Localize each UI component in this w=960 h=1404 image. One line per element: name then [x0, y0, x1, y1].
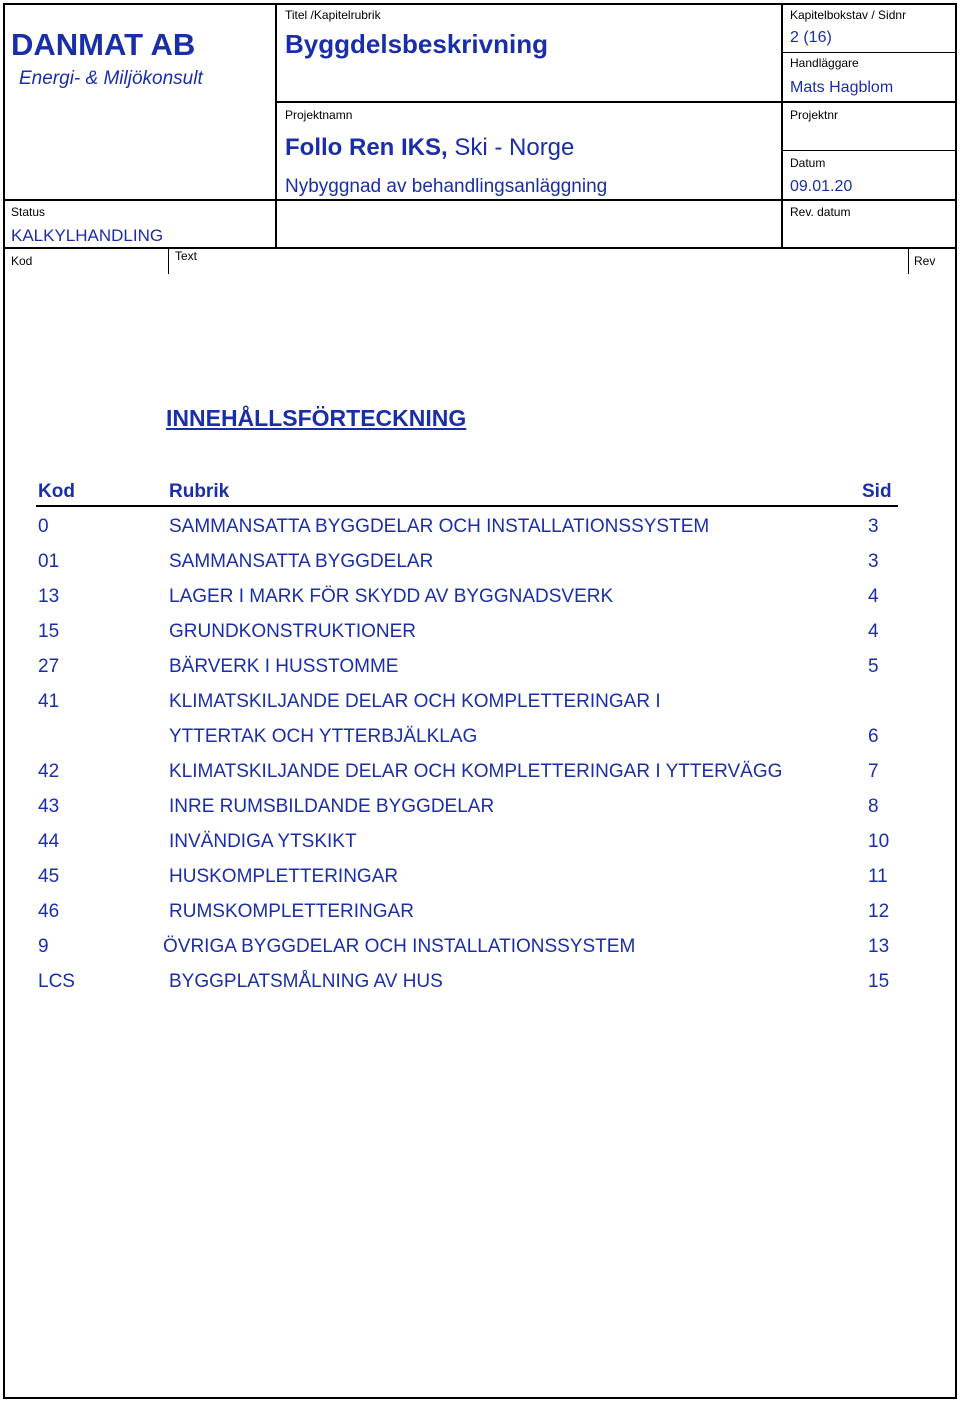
- toc-row-kod: 15: [38, 621, 60, 642]
- chapter-label: Kapitelbokstav / Sidnr: [790, 8, 907, 22]
- toc-row: [0, 971, 960, 1006]
- toc-row-sid: 12: [868, 901, 890, 922]
- project-name: [285, 136, 574, 160]
- handler-label: Handläggare: [790, 56, 859, 70]
- toc-row-rubrik: HUSKOMPLETTERINGAR: [169, 866, 399, 887]
- toc-row-kod: 46: [38, 901, 60, 922]
- toc-row: [0, 831, 960, 866]
- toc-row: [0, 761, 960, 796]
- toc-row-sid: 3: [868, 551, 879, 572]
- toc-row: [0, 656, 960, 691]
- toc-row-kod: 9: [38, 936, 49, 957]
- project-name-label: Projektnamn: [285, 108, 353, 122]
- divider-v-rev: [908, 248, 909, 274]
- company-name: DANMAT AB: [11, 27, 196, 62]
- text-label: Text: [175, 249, 198, 263]
- divider-v-left: [275, 3, 277, 248]
- divider-v-kod: [168, 248, 169, 274]
- toc-row-rubrik: KLIMATSKILJANDE DELAR OCH KOMPLETTERINGAR I: [169, 691, 661, 712]
- toc-row-kod: LCS: [38, 971, 75, 992]
- toc-row: [0, 691, 960, 726]
- toc-row: [0, 796, 960, 831]
- toc-row-sid: 6: [868, 726, 879, 747]
- date-value: 09.01.20: [790, 178, 853, 195]
- toc-row-kod: 44: [38, 831, 60, 852]
- toc-row-rubrik: KLIMATSKILJANDE DELAR OCH KOMPLETTERINGAR I YTTERVÄGG: [169, 761, 783, 782]
- toc-row-sid: 11: [868, 866, 888, 887]
- project-name-bold: Follo Ren IKS,: [285, 134, 448, 161]
- toc-row: [0, 901, 960, 936]
- toc-row-sid: 5: [868, 656, 879, 677]
- toc-row-kod: 41: [38, 691, 60, 712]
- divider-h-header-bottom: [3, 247, 957, 249]
- divider-h-status: [3, 199, 957, 201]
- toc-column-sid: Sid: [862, 481, 892, 502]
- toc-column-kod: Kod: [38, 481, 75, 502]
- toc-row-sid: 7: [868, 761, 879, 782]
- project-no-label: Projektnr: [790, 108, 839, 122]
- divider-h-chapter: [782, 52, 957, 53]
- toc-row-sid: 15: [868, 971, 890, 992]
- toc-row: [0, 866, 960, 901]
- toc-row-sid: 13: [868, 936, 890, 957]
- chapter-value: 2 (16): [790, 29, 832, 46]
- toc-row-rubrik: SAMMANSATTA BYGGDELAR: [169, 551, 434, 572]
- toc-row: [0, 936, 960, 971]
- toc-row: [0, 621, 960, 656]
- project-name-rest: Ski - Norge: [447, 134, 575, 161]
- toc-row-kod: 01: [38, 551, 60, 572]
- kod-label: Kod: [11, 254, 33, 268]
- toc-row-kod: 27: [38, 656, 60, 677]
- divider-v-right: [781, 3, 783, 248]
- toc-heading: INNEHÅLLSFÖRTECKNING: [166, 405, 467, 431]
- rev-label: Rev: [914, 254, 936, 268]
- toc-row-rubrik: BYGGPLATSMÅLNING AV HUS: [169, 971, 443, 992]
- divider-h-date: [782, 150, 957, 151]
- date-label: Datum: [790, 156, 826, 170]
- toc-row-sid: 10: [868, 831, 890, 852]
- toc-row-sid: 4: [868, 621, 879, 642]
- toc-row-rubrik: LAGER I MARK FÖR SKYDD AV BYGGNADSVERK: [169, 586, 614, 607]
- toc-row: [0, 726, 960, 761]
- toc-row: [0, 551, 960, 586]
- toc-row-kod: 13: [38, 586, 60, 607]
- project-subtitle: Nybyggnad av behandlingsanläggning: [285, 176, 608, 197]
- toc-row-rubrik: GRUNDKONSTRUKTIONER: [169, 621, 417, 642]
- toc-row-kod: 0: [38, 516, 49, 537]
- divider-h-main: [276, 101, 957, 103]
- toc-row-rubrik: YTTERTAK OCH YTTERBJÄLKLAG: [169, 726, 478, 747]
- toc-column-rubrik: Rubrik: [169, 481, 230, 502]
- toc-row: [0, 586, 960, 621]
- handler-value: Mats Hagblom: [790, 79, 894, 96]
- toc-row-rubrik: INRE RUMSBILDANDE BYGGDELAR: [169, 796, 495, 817]
- toc-row-kod: 43: [38, 796, 60, 817]
- rev-date-label: Rev. datum: [790, 205, 851, 219]
- toc-row-rubrik: RUMSKOMPLETTERINGAR: [169, 901, 414, 922]
- toc-row: [0, 516, 960, 551]
- toc-row-sid: 3: [868, 516, 879, 537]
- toc-row-kod: 42: [38, 761, 60, 782]
- toc-row-rubrik: BÄRVERK I HUSSTOMME: [169, 656, 399, 677]
- company-tagline: Energi- & Miljökonsult: [19, 68, 203, 89]
- toc-header-rule: [36, 505, 898, 507]
- toc-row-kod: 45: [38, 866, 60, 887]
- status-value: KALKYLHANDLING: [11, 226, 164, 245]
- document-title: Byggdelsbeskrivning: [285, 29, 548, 59]
- status-label: Status: [11, 205, 46, 219]
- toc-row-rubrik: INVÄNDIGA YTSKIKT: [169, 831, 357, 852]
- toc-row-sid: 8: [868, 796, 879, 817]
- toc-row-sid: 4: [868, 586, 879, 607]
- toc-row-rubrik: ÖVRIGA BYGGDELAR OCH INSTALLATIONSSYSTEM: [163, 936, 636, 957]
- toc-row-rubrik: SAMMANSATTA BYGGDELAR OCH INSTALLATIONSSYSTEM: [169, 516, 710, 537]
- title-label: Titel /Kapitelrubrik: [285, 8, 381, 22]
